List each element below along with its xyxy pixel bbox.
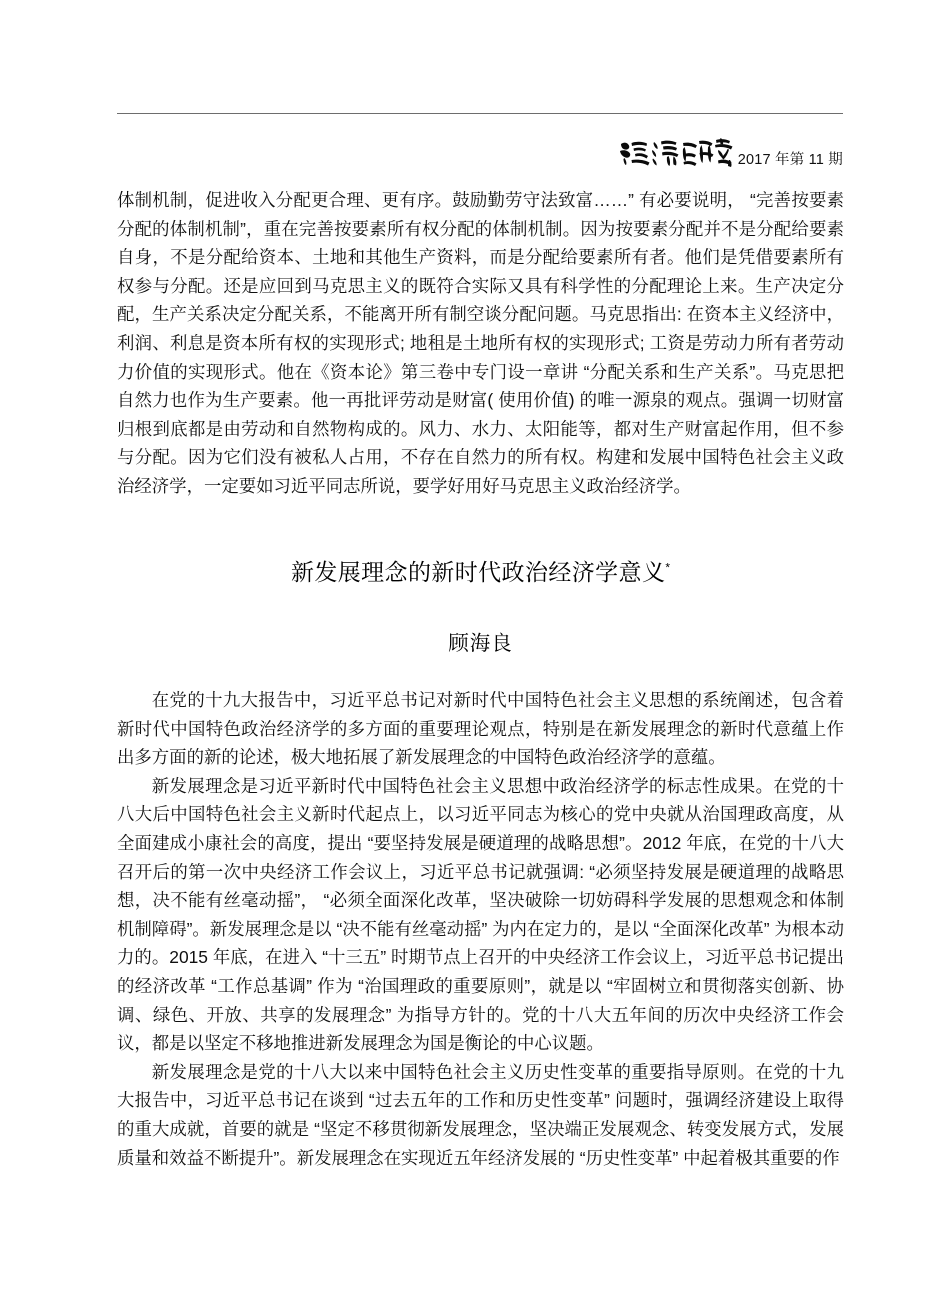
issue-label: 2017 年第 11 期 xyxy=(737,151,843,168)
continued-text-block xyxy=(117,186,844,501)
article-author: 顾海良 xyxy=(448,632,513,655)
running-header xyxy=(117,134,843,168)
journal-nameplate-icon xyxy=(618,134,736,168)
header-rule-divider xyxy=(117,113,843,114)
article-body xyxy=(117,686,844,1172)
title-footnote-marker: * xyxy=(665,560,671,575)
paragraph-1: 在党的十九大报告中，习近平总书记对新时代中国特色社会主义思想的系统阐述，包含着新时代中国特色政治经济学的多方面的重要理论观点，特别是在新发展理念的新时代意蕴上作出多方面的新的论述，极大地拓展了新发展理念的中国特色政治经济学的意蕴。 xyxy=(117,690,844,768)
article-title xyxy=(117,556,844,588)
paragraph-2: 新发展理念是习近平新时代中国特色社会主义思想中政治经济学的标志性成果。在党的十八大后中国特色社会主义新时代起点上，以习近平同志为核心的党中央就从治国理政高度，从全面建成小康社会的高度，提出 “要坚持发展是硬道理的战略思想”。2012 年底，在党的十八大召开后的第一次中央经济工作会议上，习近平总书记就强调: “必须坚持发展是硬道理的战略思想，决不能有丝毫动摇”， “必须全面深化改革，坚决破除一切妨碍科学发展的思想观念和体制机制障碍”。新发展理念是以 “决不能有丝毫动摇” 为内在定力的，是以 “全面深化改革” 为根本动力的。2015 年底，在进入 “十三五” 时期节点上召开的中央经济工作会议上，习近平总书记提出的经济改革 “工作总基调” 作为 “治国理政的重要原则”，就是以 “牢固树立和贯彻落实创新、协调、绿色、开放、共享的发展理念” 为指导方针的。党的十八大五年间的历次中央经济工作会议，都是以坚定不移地推进新发展理念为国是衡论的中心议题。 xyxy=(117,775,844,1054)
article-title-text: 新发展理念的新时代政治经济学意义 xyxy=(290,559,666,585)
paragraph-continued: 体制机制，促进收入分配更合理、更有序。鼓励勤劳守法致富……” 有必要说明， “完善按要素分配的体制机制”，重在完善按要素所有权分配的体制机制。因为按要素分配并不是分配给要素自身，不是分配给资本、土地和其他生产资料，而是分配给要素所有者。他们是凭借要素所有权参与分配。还是应回到马克思主义的既符合实际又具有科学性的分配理论上来。生产决定分配，生产关系决定分配关系，不能离开所有制空谈分配问题。马克思指出: 在资本主义经济中，利润、利息是资本所有权的实现形式; 地租是土地所有权的实现形式; 工资是劳动力所有者劳动力价值的实现形式。他在《资本论》第三卷中专门设一章讲 “分配关系和生产关系”。马克思把自然力也作为生产要素。他一再批评劳动是财富( 使用价值) 的唯一源泉的观点。强调一切财富归根到底都是由劳动和自然物构成的。风力、水力、太阳能等，都对生产财富起作用，但不参与分配。因为它们没有被私人占用，不存在自然力的所有权。构建和发展中国特色社会主义政治经济学，一定要如习近平同志所说，要学好用好马克思主义政治经济学。 xyxy=(117,190,844,496)
paragraph-3: 新发展理念是党的十八大以来中国特色社会主义历史性变革的重要指导原则。在党的十九大报告中，习近平总书记在谈到 “过去五年的工作和历史性变革” 问题时，强调经济建设上取得的重大成就，首要的就是 “坚定不移贯彻新发展理念，坚决端正发展观念、转变发展方式，发展质量和效益不断提升”。新发展理念在实现近五年经济发展的 “历史性变革” 中起着极其重要的作 xyxy=(117,1061,844,1168)
